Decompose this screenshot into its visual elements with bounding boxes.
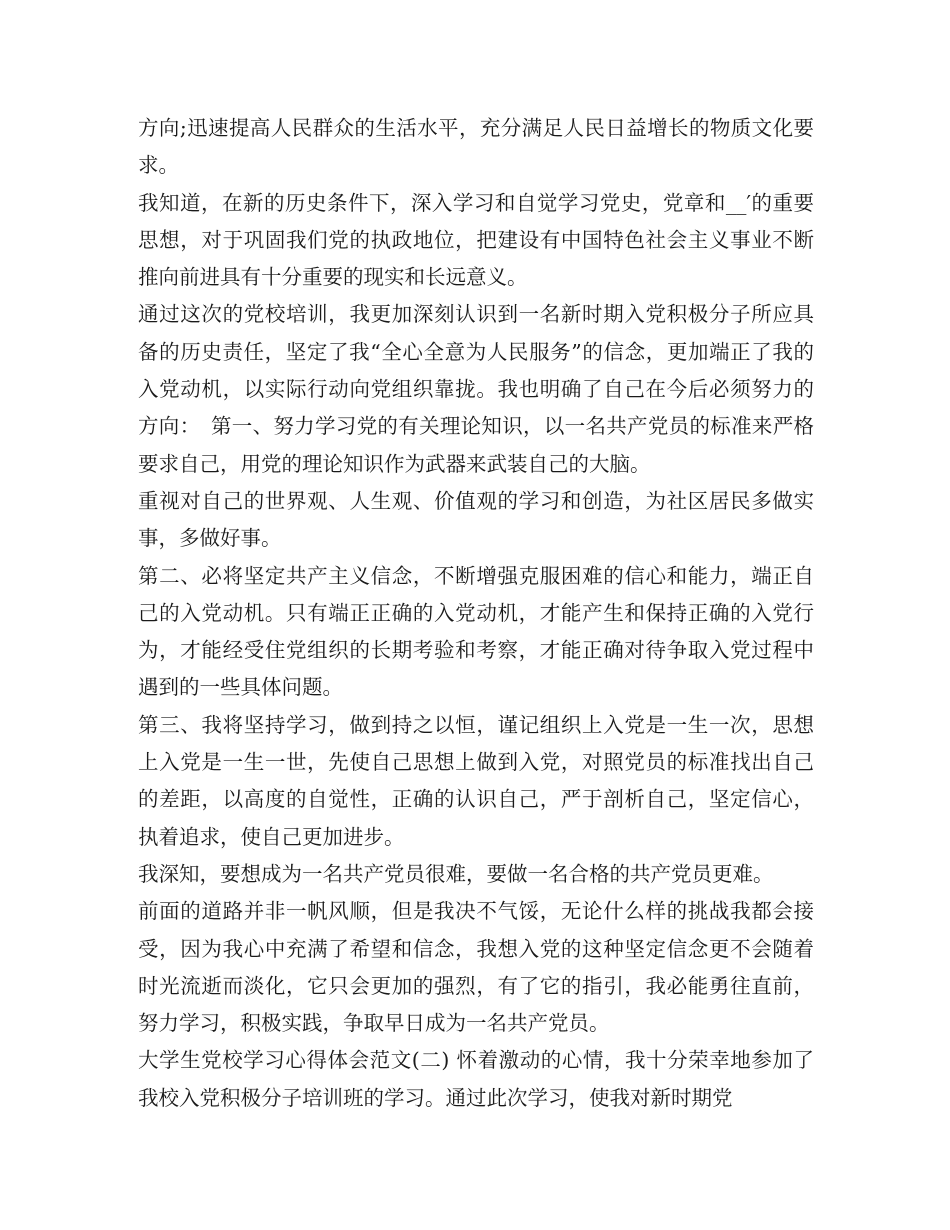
- paragraph: 第三、我将坚持学习，做到持之以恒，谨记组织上入党是一生一次，思想上入党是一生一世，先使自己思想上做到入党，对照党员的标准找出自己的差距，以高度的自觉性，正确的认识自己，严于剖析自己，坚定信心，执着追求，使自己更加进步。: [138, 712, 814, 849]
- paragraph: 我知道，在新的历史条件下，深入学习和自觉学习党史，党章和__′的重要思想，对于巩固我们党的执政地位，把建设有中国特色社会主义事业不断推向前进具有十分重要的现实和长远意义。: [138, 190, 814, 290]
- paragraph: 前面的道路并非一帆风顺，但是我决不气馁，无论什么样的挑战我都会接受，因为我心中充满了希望和信念，我想入党的这种坚定信念更不会随着时光流逝而淡化，它只会更加的强烈，有了它的指引，我必能勇往直前，努力学习，积极实践，争取早日成为一名共产党员。: [138, 899, 814, 1036]
- paragraph: 我深知，要想成为一名共产党员很难，要做一名合格的共产党员更难。: [138, 861, 774, 886]
- document-body: [138, 110, 814, 1117]
- paragraph: 重视对自己的世界观、人生观、价值观的学习和创造，为社区居民多做实事，多做好事。: [138, 488, 814, 551]
- paragraph: 通过这次的党校培训，我更加深刻认识到一名新时期入党积极分子所应具备的历史责任，坚定了我“全心全意为人民服务”的信念，更加端正了我的入党动机，以实际行动向党组织靠拢。我也明确了自己在今后必须努力的方向： 第一、努力学习党的有关理论知识，以一名共产党员的标准来严格要求自己，用党的理论知识作为武器来武装自己的大脑。: [138, 302, 814, 476]
- paragraph: 方向;迅速提高人民群众的生活水平，充分满足人民日益增长的物质文化要求。: [138, 116, 814, 178]
- paragraph: 第二、必将坚定共产主义信念，不断增强克服困难的信心和能力，端正自己的入党动机。只有端正正确的入党动机，才能产生和保持正确的入党行为，才能经受住党组织的长期考验和考察，才能正确对待争取入党过程中遇到的一些具体问题。: [138, 563, 814, 700]
- paragraph: 大学生党校学习心得体会范文(二) 怀着激动的心情，我十分荣幸地参加了我校入党积极分子培训班的学习。通过此次学习，使我对新时期党: [138, 1048, 814, 1110]
